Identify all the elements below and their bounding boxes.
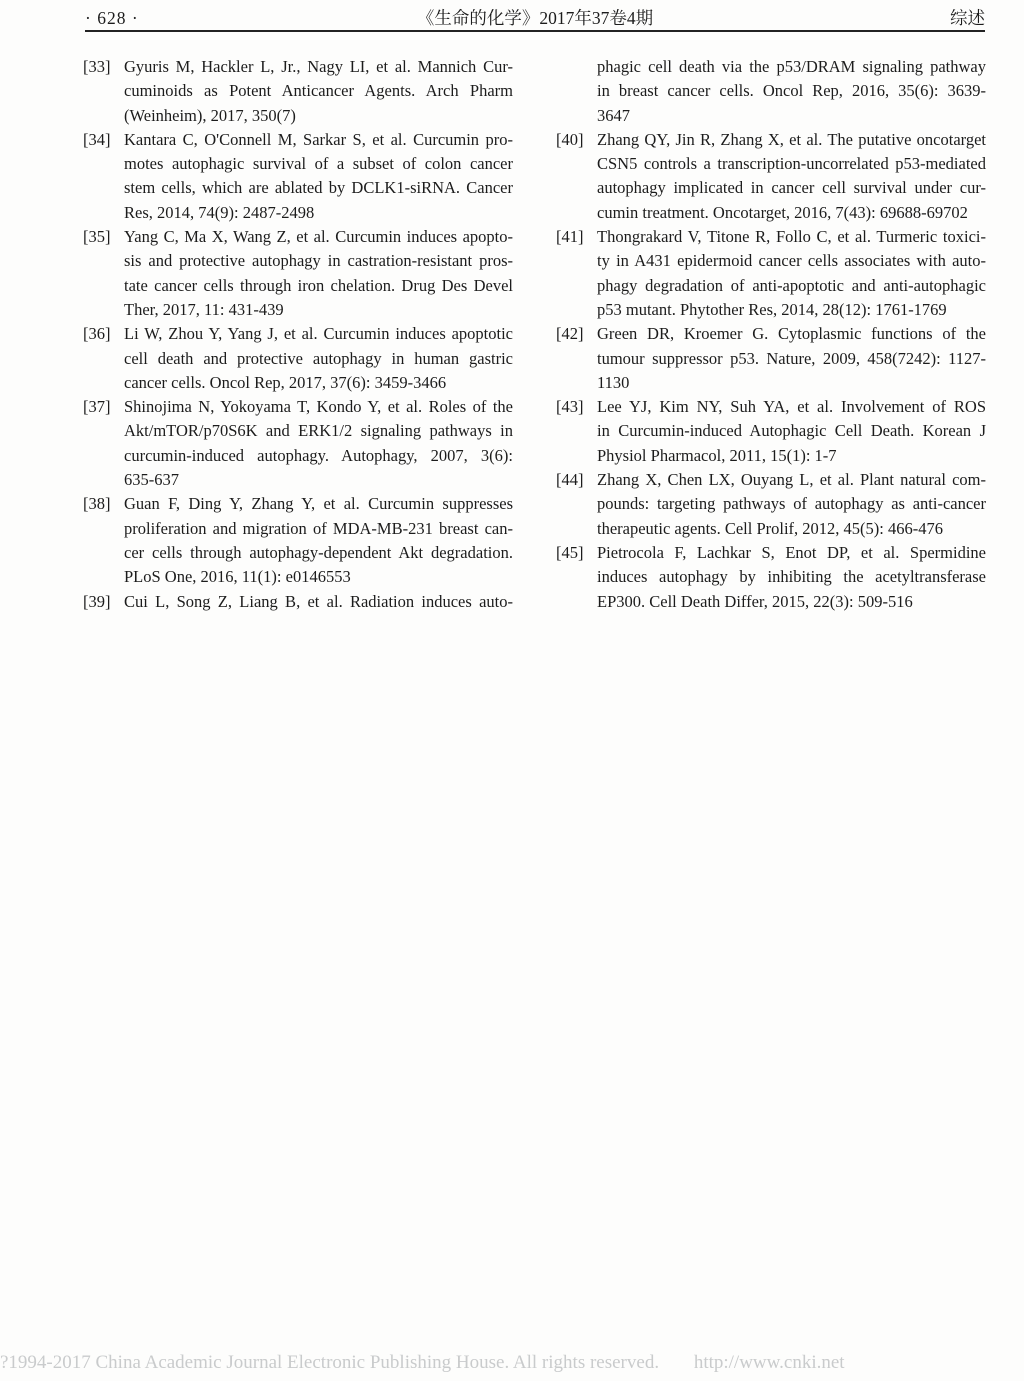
reference-entry: [556, 541, 986, 614]
reference-line: PLoS One, 2016, 11(1): e0146553: [124, 567, 351, 587]
reference-line: induces autophagy by inhibiting the acetyltransferase: [597, 567, 986, 587]
reference-line: Green DR, Kroemer G. Cytoplasmic functions of the: [597, 324, 986, 344]
reference-entry: [556, 322, 986, 395]
reference-number: [43]: [556, 397, 584, 417]
reference-entry: [556, 128, 986, 225]
reference-number: [33]: [83, 57, 111, 76]
reference-line: cell death and protective autophagy in human gastric: [124, 348, 513, 368]
watermark-url: http://www.cnki.net: [693, 1352, 845, 1373]
reference-line: 3647: [597, 105, 630, 125]
reference-line: stem cells, which are ablated by DCLK1-siRNA. Cancer: [124, 178, 513, 198]
reference-entry: [83, 492, 513, 589]
reference-line: in breast cancer cells. Oncol Rep, 2016, 35(6): 3639-: [597, 81, 986, 101]
reference-line: Zhang QY, Jin R, Zhang X, et al. The putative oncotarget: [597, 129, 986, 149]
reference-line: cuminoids as Potent Anticancer Agents. Arch Pharm: [124, 81, 513, 101]
reference-line: Physiol Pharmacol, 2011, 15(1): 1-7: [597, 445, 837, 465]
section-label: 综述: [950, 8, 985, 28]
reference-line: Gyuris M, Hackler L, Jr., Nagy LI, et al. Mannich Cur-: [124, 57, 513, 76]
reference-line: Pietrocola F, Lachkar S, Enot DP, et al. Spermidine: [597, 542, 986, 562]
reference-line: proliferation and migration of MDA-MB-231 breast can-: [124, 518, 513, 538]
reference-line: cumin treatment. Oncotarget, 2016, 7(43): 69688-69702: [597, 202, 968, 222]
reference-entry: [83, 128, 513, 225]
reference-line: Lee YJ, Kim NY, Suh YA, et al. Involvement of ROS: [597, 397, 986, 417]
reference-line: Zhang X, Chen LX, Ouyang L, et al. Plant natural com-: [597, 470, 986, 490]
journal-issue-title: 《生命的化学》2017年37卷4期: [416, 8, 654, 28]
reference-number: [45]: [556, 542, 584, 562]
reference-line: 1130: [597, 372, 630, 392]
header-rule: [85, 30, 985, 32]
reference-line: in Curcumin-induced Autophagic Cell Death. Korean J: [597, 421, 986, 441]
reference-line: 635-637: [124, 470, 179, 490]
reference-line: cancer cells. Oncol Rep, 2017, 37(6): 3459-3466: [124, 372, 447, 392]
reference-line: tate cancer cells through iron chelation. Drug Des Devel: [124, 275, 513, 295]
reference-line: Shinojima N, Yokoyama T, Kondo Y, et al. Roles of the: [124, 397, 513, 417]
reference-entry: [556, 55, 986, 128]
reference-line: EP300. Cell Death Differ, 2015, 22(3): 509-516: [597, 591, 913, 611]
watermark: [0, 1351, 1024, 1375]
reference-line: CSN5 controls a transcription-uncorrelated p53-mediated: [597, 154, 986, 174]
reference-line: Res, 2014, 74(9): 2487-2498: [124, 202, 315, 222]
references-column-right: [556, 55, 986, 614]
watermark-text: ?1994-2017 China Academic Journal Electronic Publishing House. All rights reserved.: [0, 1352, 660, 1373]
reference-line: cer cells through autophagy-dependent Akt degradation.: [124, 542, 513, 562]
reference-entry: [83, 55, 513, 128]
reference-line: Guan F, Ding Y, Zhang Y, et al. Curcumin suppresses: [124, 494, 513, 514]
reference-line: Akt/mTOR/p70S6K and ERK1/2 signaling pathways in: [124, 421, 513, 441]
references-column-left: [83, 55, 513, 614]
reference-line: Li W, Zhou Y, Yang J, et al. Curcumin induces apoptotic: [124, 324, 513, 344]
page-header: [85, 5, 985, 31]
reference-line: autophagy implicated in cancer cell survival under cur-: [597, 178, 986, 198]
reference-line: Cui L, Song Z, Liang B, et al. Radiation induces auto-: [124, 591, 513, 611]
reference-entry: [83, 225, 513, 322]
reference-number: [39]: [83, 591, 111, 611]
reference-entry: [556, 225, 986, 322]
reference-line: therapeutic agents. Cell Prolif, 2012, 45(5): 466-476: [597, 518, 943, 538]
reference-number: [42]: [556, 324, 584, 344]
reference-number: [35]: [83, 227, 111, 247]
reference-number: [36]: [83, 324, 111, 344]
reference-line: curcumin-induced autophagy. Autophagy, 2007, 3(6):: [124, 445, 513, 465]
reference-line: (Weinheim), 2017, 350(7): [124, 105, 296, 125]
reference-line: ty in A431 epidermoid cancer cells associates with auto-: [597, 251, 986, 271]
reference-entry: [83, 395, 513, 492]
reference-entry: [556, 395, 986, 468]
reference-line: Thongrakard V, Titone R, Follo C, et al. Turmeric toxici-: [597, 227, 986, 247]
reference-number: [44]: [556, 470, 584, 490]
reference-number: [34]: [83, 129, 111, 149]
reference-line: p53 mutant. Phytother Res, 2014, 28(12): 1761-1769: [597, 299, 947, 319]
page-number: · 628 ·: [85, 8, 139, 28]
reference-line: Kantara C, O'Connell M, Sarkar S, et al. Curcumin pro-: [124, 129, 513, 149]
reference-line: pounds: targeting pathways of autophagy as anti-cancer: [597, 494, 986, 514]
reference-number: [38]: [83, 494, 111, 514]
reference-line: phagy degradation of anti-apoptotic and anti-autophagic: [597, 275, 986, 295]
reference-entry: [556, 468, 986, 541]
reference-line: Ther, 2017, 11: 431-439: [124, 299, 284, 319]
reference-line: phagic cell death via the p53/DRAM signaling pathway: [597, 57, 986, 76]
reference-line: tumour suppressor p53. Nature, 2009, 458(7242): 1127-: [597, 348, 986, 368]
reference-entry: [83, 590, 513, 614]
reference-number: [41]: [556, 227, 584, 247]
reference-number: [40]: [556, 129, 584, 149]
reference-entry: [83, 322, 513, 395]
reference-line: sis and protective autophagy in castration-resistant pros-: [124, 251, 513, 271]
reference-number: [37]: [83, 397, 111, 417]
reference-line: motes autophagic survival of a subset of colon cancer: [124, 154, 513, 174]
reference-line: Yang C, Ma X, Wang Z, et al. Curcumin induces apopto-: [124, 227, 513, 247]
